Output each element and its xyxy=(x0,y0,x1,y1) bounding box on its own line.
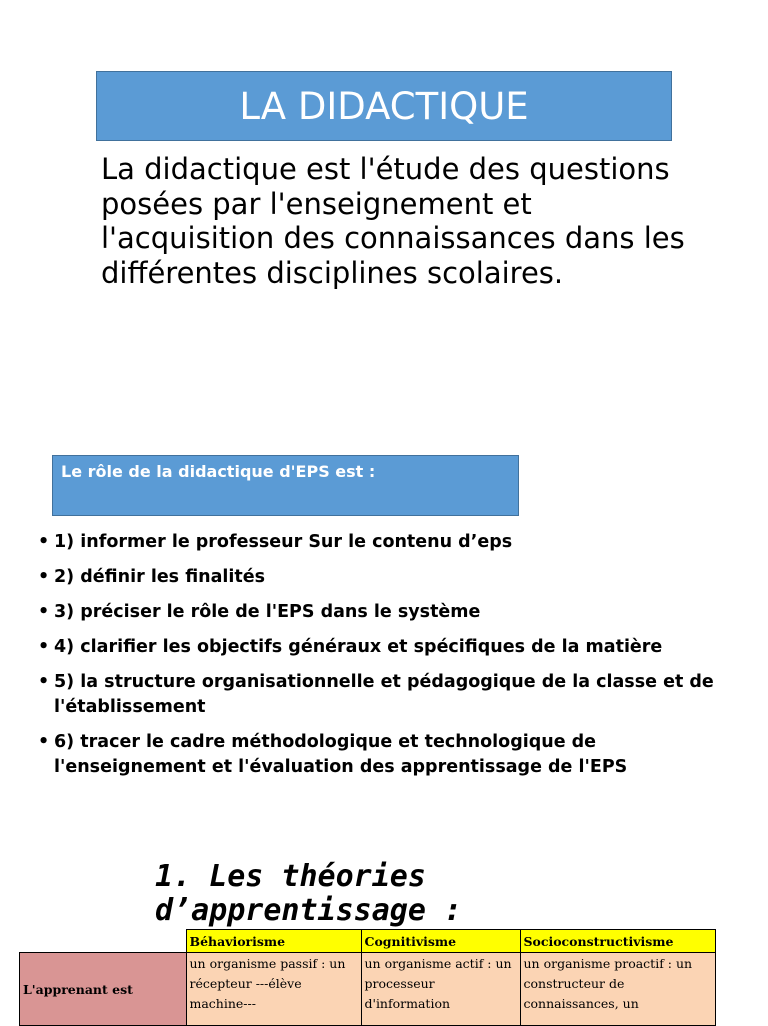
bullet-icon: • xyxy=(38,672,50,692)
table-header-row xyxy=(20,930,716,953)
table-corner-cell xyxy=(20,930,187,953)
role-heading: Le rôle de la didactique d'EPS est : xyxy=(61,462,376,481)
list-item-text: 2) définir les finalités xyxy=(54,567,266,587)
list-item-text: 6) tracer le cadre méthodologique et technologique de l'enseignement et l'évaluation des apprentissage de l'EPS xyxy=(54,732,628,777)
table-cell: un organisme passif : un récepteur ---élève machine--- xyxy=(186,953,361,1026)
table-cell: un organisme proactif : un constructeur de connaissances, un xyxy=(520,953,715,1026)
list-item-text: 1) informer le professeur Sur le contenu d’eps xyxy=(54,532,513,552)
page-title: LA DIDACTIQUE xyxy=(239,84,529,128)
role-list xyxy=(38,530,728,790)
list-item xyxy=(38,730,728,780)
bullet-icon: • xyxy=(38,532,50,552)
table-column-header: Béhaviorisme xyxy=(186,930,361,953)
definition-text: La didactique est l'étude des questions posées par l'enseignement et l'acquisition des connaissances dans les différentes disciplines scolaires. xyxy=(101,152,685,290)
list-item-text: 4) clarifier les objectifs généraux et spécifiques de la matière xyxy=(54,637,663,657)
table-row-header: L'apprenant est xyxy=(20,953,187,1026)
table-row xyxy=(20,953,716,1026)
list-item-text: 5) la structure organisationnelle et pédagogique de la classe et de l'établissement xyxy=(54,672,714,717)
theories-table xyxy=(19,929,716,1026)
bullet-icon: • xyxy=(38,567,50,587)
bullet-icon: • xyxy=(38,732,50,752)
list-item xyxy=(38,565,728,590)
list-item xyxy=(38,530,728,555)
list-item-text: 3) préciser le rôle de l'EPS dans le système xyxy=(54,602,481,622)
role-heading-box xyxy=(52,455,519,516)
bullet-icon: • xyxy=(38,602,50,622)
table-column-header: Socioconstructivisme xyxy=(520,930,715,953)
bullet-icon: • xyxy=(38,637,50,657)
theories-heading: 1. Les théories d’apprentissage : xyxy=(155,859,463,928)
title-banner xyxy=(96,71,672,141)
list-item xyxy=(38,600,728,625)
table-column-header: Cognitivisme xyxy=(361,930,520,953)
list-item xyxy=(38,635,728,660)
table-cell: un organisme actif : un processeur d'information xyxy=(361,953,520,1026)
list-item xyxy=(38,670,728,720)
